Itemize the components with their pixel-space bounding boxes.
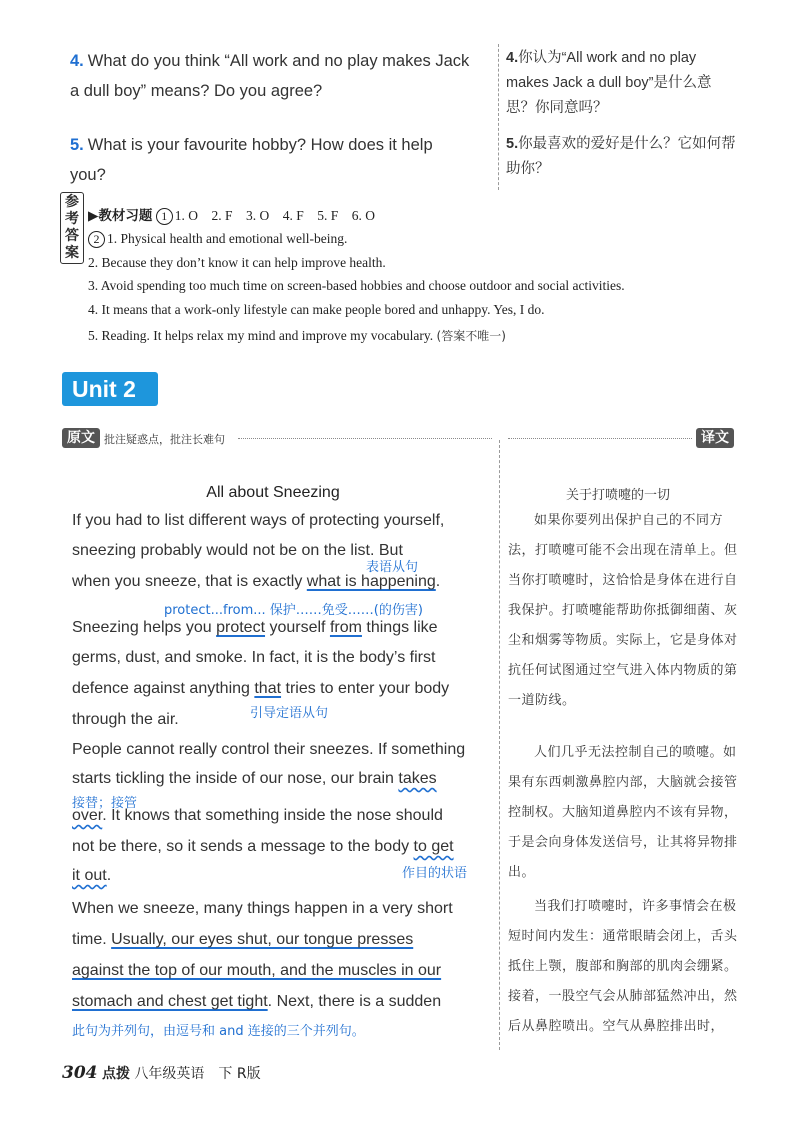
answers-line-3: 3. Avoid spending too much time on screen-based hobbies and choose outdoor and social activities. bbox=[88, 278, 625, 293]
page-number: 304 bbox=[62, 1063, 98, 1083]
wavy-underlined-phrase: over bbox=[72, 807, 103, 824]
question-text: What do you think “All work and no play makes Jack bbox=[87, 52, 470, 70]
annotation-note: 接替；接管 bbox=[72, 796, 138, 811]
question-text: a dull boy” means? Do you agree? bbox=[70, 82, 323, 100]
wavy-underlined-phrase: it out bbox=[72, 867, 107, 884]
annotation-note: 此句为并列句，由逗号和 and 连接的三个并列句。 bbox=[72, 1024, 365, 1039]
question-text: 你认为“All work and no play bbox=[518, 50, 697, 66]
passage-text: yourself bbox=[265, 619, 330, 636]
dotted-divider bbox=[508, 438, 692, 439]
underlined-phrase: that bbox=[254, 680, 282, 697]
column-divider bbox=[498, 44, 499, 190]
passage-line bbox=[72, 931, 413, 949]
question-number: 5. bbox=[70, 136, 84, 154]
answer-text: 5. Reading. It helps relax my mind and improve my vocabulary. bbox=[88, 328, 434, 343]
answers-line-2: 2. Because they don’t know it can help improve health. bbox=[88, 255, 386, 270]
question-5 bbox=[70, 130, 490, 190]
brand-name: 点拨 bbox=[101, 1066, 130, 1082]
book-title: 八年级英语 下 R版 bbox=[134, 1066, 261, 1082]
underlined-phrase: protect bbox=[216, 619, 266, 636]
passage-line: People cannot really control their sneezes. If something bbox=[72, 741, 466, 758]
passage-text: starts tickling the inside of our nose, our brain bbox=[72, 770, 399, 787]
passage-line bbox=[72, 573, 440, 591]
question-text: 你最喜欢的爱好是什么？它如何帮 bbox=[518, 136, 736, 152]
page-footer bbox=[62, 1063, 261, 1083]
question-number: 5. bbox=[506, 136, 519, 152]
original-text-note: 批注疑惑点，批注长难句 bbox=[104, 433, 225, 446]
annotation-note: 表语从句 bbox=[366, 560, 419, 575]
question-4-cn bbox=[506, 46, 766, 121]
passage-line: through the air. bbox=[72, 711, 179, 728]
passage-line bbox=[72, 807, 443, 825]
passage-text: tries to enter your body bbox=[281, 680, 450, 697]
passage-title: All about Sneezing bbox=[206, 484, 340, 501]
answers-line-1 bbox=[88, 231, 347, 248]
underlined-phrase: Usually, our eyes shut, our tongue presses bbox=[111, 931, 414, 948]
answers-line-4: 4. It means that a work-only lifestyle can make people bored and unhappy. Yes, I do. bbox=[88, 302, 545, 317]
passage-line bbox=[72, 993, 441, 1011]
passage-text: things like bbox=[361, 619, 438, 636]
question-text: you? bbox=[70, 166, 106, 184]
underlined-phrase: stomach and chest get tight bbox=[72, 993, 268, 1010]
passage-line bbox=[72, 680, 449, 698]
passage-line bbox=[72, 867, 111, 885]
passage-text: . Next, there is a sudden bbox=[267, 993, 442, 1010]
annotation-note: protect...from... 保护……免受……(的伤害) bbox=[164, 603, 423, 618]
passage-line bbox=[72, 619, 438, 637]
question-4 bbox=[70, 46, 490, 106]
question-text: 助你？ bbox=[506, 161, 550, 177]
passage-text: . bbox=[106, 867, 112, 884]
translation-paragraph: 当我们打喷嚏时，许多事情会在极短时间内发生：通常眼睛会闭上，舌头抵住上颚，腹部和胸部的肌肉会绷紧。接着，一股空气会从肺部猛然冲出，然后从鼻腔喷出。空气从鼻腔排出时， bbox=[508, 899, 738, 1034]
answers-badge: 参考答案 bbox=[60, 192, 84, 264]
question-text: makes Jack a dull boy”是什么意 bbox=[506, 75, 712, 91]
passage-line bbox=[72, 962, 441, 980]
question-text: What is your favourite hobby? How does it help bbox=[87, 136, 433, 154]
question-5-cn bbox=[506, 132, 766, 182]
passage-line: When we sneeze, many things happen in a very short bbox=[72, 900, 453, 917]
circled-number: 1 bbox=[156, 208, 173, 225]
question-text: 思？你同意吗？ bbox=[506, 100, 608, 116]
passage-line: germs, dust, and smoke. In fact, it is the body’s first bbox=[72, 649, 436, 666]
passage-line bbox=[72, 770, 437, 788]
translation-paragraph: 如果你要列出保护自己的不同方法，打喷嚏可能不会出现在清单上。但当你打喷嚏时，这恰恰是身体在进行自我保护。打喷嚏能帮助你抵御细菌、灰尘和烟雾等物质。实际上，它是身体对抗任何试图通过空气进入体内物质的第一道防线。 bbox=[508, 513, 738, 708]
wavy-underlined-phrase: to get bbox=[413, 838, 454, 855]
underlined-phrase: from bbox=[329, 619, 362, 636]
unit-title: Unit 2 bbox=[62, 372, 158, 406]
handwritten-note: (答案不唯一) bbox=[436, 329, 506, 343]
question-number: 4. bbox=[506, 50, 519, 66]
translation-title: 关于打喷嚏的一切 bbox=[566, 488, 671, 503]
annotation-note: 引导定语从句 bbox=[250, 706, 329, 721]
answers-line-5 bbox=[88, 327, 506, 344]
passage-line: sneezing probably would not be on the list. But bbox=[72, 542, 403, 559]
question-number: 4. bbox=[70, 52, 84, 70]
answers-key: 1. O 2. F 3. O 4. F 5. F 6. O bbox=[174, 208, 376, 223]
passage-text: . It knows that something inside the nose should bbox=[102, 807, 443, 824]
translation-tag: 译文 bbox=[696, 428, 734, 448]
dotted-divider bbox=[238, 438, 492, 439]
underlined-phrase: what is happening bbox=[306, 573, 436, 590]
passage-text: . bbox=[435, 573, 441, 590]
answer-text: 1. Physical health and emotional well-being. bbox=[107, 231, 348, 246]
passage-line bbox=[72, 838, 454, 856]
passage-text: not be there, so it sends a message to the body bbox=[72, 838, 414, 855]
passage-text: when you sneeze, that is exactly bbox=[72, 573, 307, 590]
original-text-tag: 原文 bbox=[62, 428, 100, 448]
passage-text: time. bbox=[72, 931, 112, 948]
answers-part1 bbox=[88, 204, 375, 225]
annotation-note: 作目的状语 bbox=[402, 866, 468, 881]
translation-paragraph: 人们几乎无法控制自己的喷嚏。如果有东西刺激鼻腔内部，大脑就会接管控制权。大脑知道鼻腔内不该有异物，于是会向身体发送信号，让其将异物排出。 bbox=[508, 745, 738, 880]
circled-number: 2 bbox=[88, 231, 105, 248]
passage-text: defence against anything bbox=[72, 680, 255, 697]
passage-line: If you had to list different ways of protecting yourself, bbox=[72, 512, 445, 529]
column-divider bbox=[499, 440, 500, 1050]
passage-text: Sneezing helps you bbox=[72, 619, 217, 636]
underlined-phrase: against the top of our mouth, and the muscles in our bbox=[72, 962, 442, 979]
answers-section-label: ▶教材习题 bbox=[88, 208, 153, 224]
wavy-underlined-phrase: takes bbox=[398, 770, 437, 787]
